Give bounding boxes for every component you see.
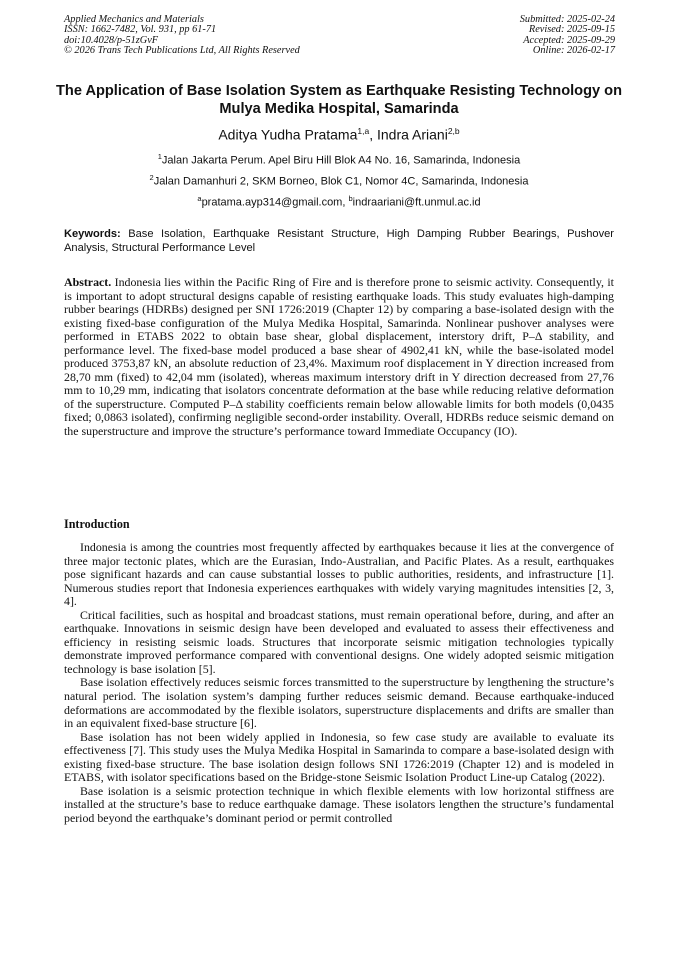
affiliation-1-text: Jalan Jakarta Perum. Apel Biru Hill Blok A4 No. 16, Samarinda, Indonesia [161, 154, 521, 167]
affiliation-2-text: Jalan Damanhuri 2, SKM Borneo, Blok C1, Nomor 4C, Samarinda, Indonesia [153, 175, 529, 188]
affiliation-2 [40, 171, 638, 189]
author-list [40, 122, 638, 144]
paragraph: Base isolation has not been widely applied in Indonesia, so few case study are available to evaluate its effectiveness [7]. This study uses the Mulya Medika Hospital in Samarinda to compare a base-isolated design with existing fixed-base structure. The base isolation design follows SNI 1726:2019 (Chapter 12) and is modeled in ETABS, with isolator specifications based on the Bridge-stone Seismic Isolation Product Line-up Catalog (2022). [64, 729, 614, 785]
keywords-block [64, 228, 614, 255]
abstract-block [64, 276, 614, 439]
date-revised: Revised: 2025-09-15 [528, 24, 615, 36]
date-online: Online: 2026-02-17 [532, 45, 615, 57]
introduction-body [64, 541, 614, 825]
author-separator: , [369, 126, 377, 143]
paper-title: The Application of Base Isolation System as Earthquake Resisting Technology on Mulya Medika Hospital, Samarinda [55, 83, 623, 117]
email-b[interactable]: indraariani@ft.unmul.ac.id [352, 196, 481, 209]
abstract-text: Indonesia lies within the Pacific Ring of Fire and is therefore prone to seismic activity. Consequently, it is important to adopt structural designs capable of resisting earthquake loads. This study evaluates high-damping rubber bearings (HDRBs) designed per SNI 1726:2019 (Chapter 12) by comparing a base-isolated design with the existing fixed-base configuration of the Mulya Medika Hospital, Samarinda. Nonlinear pushover analyses were performed in ETABS 2022 to obtain base shear, global displacement, interstory drift, P–Δ stability, and performance level. The fixed-base model produced a base shear of 4902,41 kN, while the base-isolated model produced 3753,87 kN, an absolute reduction of 23,4%. Maximum roof displacement in Y direction increased from 28,70 mm (fixed) to 42,04 mm (isolated), whereas maximum interstory drift in Y direction decreased from 27,76 mm to 10,29 mm, indicating that isolators concentrate deformation at the base while reducing relative deformation of the superstructure. Computed P–Δ stability coefficients remain below allowable limits for both models (0,0435 fixed; 0,0863 isolated), confirming negligible second-order instability. Overall, HDRBs reduce seismic demand on the superstructure and improve the structure’s performance toward Immediate Occupancy (IO). [64, 275, 614, 439]
introduction-heading: Introduction [64, 517, 130, 531]
doi[interactable]: doi:10.4028/p-51zGvF [64, 34, 159, 46]
issn-volume: ISSN: 1662-7482, Vol. 931, pp 61-71 [64, 24, 217, 36]
email-b-mark: b [348, 194, 353, 203]
paragraph: Base isolation effectively reduces seismic forces transmitted to the superstructure by lengthening the structure’s natural period. The isolation system’s damping further reduces seismic demand. Because earthquake-induced deformations are accommodated by the flexible isolators, superstructure displacements and drifts are smaller than in an equivalent fixed-base structure [6]. [64, 675, 614, 731]
journal-name: Applied Mechanics and Materials [64, 14, 204, 25]
paragraph: Indonesia is among the countries most frequently affected by earthquakes because it lies at the convergence of three major tectonic plates, which are the Eurasian, Indo-Australian, and Pacific Plates. As a result, earthquakes pose significant hazards and can cause substantial losses to public authorities, residents, and infrastructure [1]. Numerous studies report that Indonesia experiences earthquakes with widely varying magnitudes intensities [2, 3, 4]. [64, 540, 614, 609]
affiliation-1-mark: 1 [157, 152, 162, 161]
email-a[interactable]: pratama.ayp314@gmail.com, [201, 196, 349, 209]
author-2-affil-mark: 2,b [447, 126, 460, 136]
publication-dates [520, 15, 615, 57]
author-emails [40, 192, 638, 210]
author-1-name: Aditya Yudha Pratama [218, 126, 358, 143]
affiliation-2-mark: 2 [149, 173, 154, 182]
date-accepted: Accepted: 2025-09-29 [523, 34, 615, 46]
author-1-affil-mark: 1,a [357, 126, 370, 136]
keywords-label: Keywords: [64, 228, 121, 240]
date-submitted: Submitted: 2025-02-24 [519, 14, 615, 25]
affiliation-1 [40, 150, 638, 168]
abstract-label: Abstract. [64, 275, 112, 289]
paragraph: Base isolation is a seismic protection technique in which flexible elements with low horizontal stiffness are installed at the structure’s base to reduce earthquake damage. These isolators lengthen the structure’s fundamental period beyond the earthquake’s dominant period or permit controlled [64, 783, 614, 825]
keywords-text: Base Isolation, Earthquake Resistant Structure, High Damping Rubber Bearings, Pushover Analysis, Structural Performance Level [64, 228, 614, 254]
journal-info [64, 15, 300, 57]
author-2-name: Indra Ariani [377, 126, 448, 143]
paragraph: Critical facilities, such as hospital and broadcast stations, must remain operational before, during, and after an earthquake. Innovations in seismic design have been developed and evaluated to assess their effectiveness and efficiency in resisting seismic loads. Structures that incorporate seismic mitigation technologies typically demonstrate improved performance compared with conventional designs. One widely adopted seismic mitigation technology is base isolation [5]. [64, 607, 614, 676]
copyright: © 2026 Trans Tech Publications Ltd, All Rights Reserved [64, 45, 300, 57]
email-a-mark: a [197, 194, 202, 203]
